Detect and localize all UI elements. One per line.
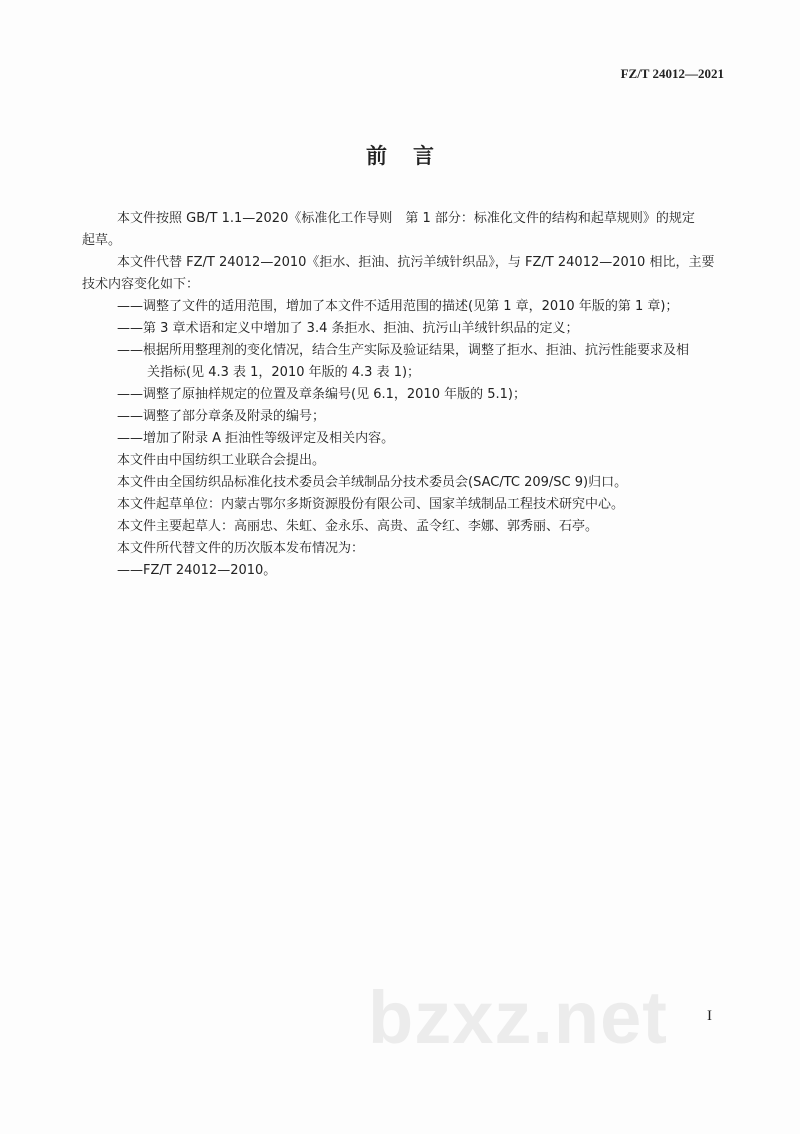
foreword-body bbox=[82, 208, 722, 582]
text-line: ——根据所用整理剂的变化情况，结合生产实际及验证结果，调整了拒水、拒油、抗污性能要求及相 bbox=[117, 343, 690, 358]
watermark: bzxz.net bbox=[368, 976, 668, 1059]
page-number: I bbox=[707, 1008, 712, 1024]
document-number: FZ/T 24012—2021 bbox=[620, 66, 724, 81]
text-line: 本文件起草单位：内蒙古鄂尔多斯资源股份有限公司、国家羊绒制品工程技术研究中心。 bbox=[117, 497, 625, 512]
text-line: 本文件代替 FZ/T 24012—2010《拒水、拒油、抗污羊绒针织品》，与 FZ/T 24012—2010 相比，主要 bbox=[117, 255, 715, 270]
text-line: 起草。 bbox=[82, 233, 122, 248]
text-line: 本文件由全国纺织品标准化技术委员会羊绒制品分技术委员会(SAC/TC 209/SC 9)归口。 bbox=[117, 475, 628, 490]
text-line: ——调整了部分章条及附录的编号； bbox=[117, 409, 326, 424]
text-line: ——第 3 章术语和定义中增加了 3.4 条拒水、拒油、抗污山羊绒针织品的定义； bbox=[117, 321, 579, 336]
text-line: 本文件主要起草人：高丽忠、朱虹、金永乐、高贵、孟令红、李娜、郭秀丽、石亭。 bbox=[117, 519, 599, 534]
text-line: 关指标(见 4.3 表 1，2010 年版的 4.3 表 1)； bbox=[147, 365, 421, 380]
text-line: 技术内容变化如下： bbox=[82, 277, 200, 292]
text-line: ——调整了原抽样规定的位置及章条编号(见 6.1，2010 年版的 5.1)； bbox=[117, 387, 526, 402]
text-line: 本文件由中国纺织工业联合会提出。 bbox=[117, 453, 326, 468]
text-line: ——调整了文件的适用范围，增加了本文件不适用范围的描述(见第 1 章，2010 年版的第 1 章)； bbox=[117, 299, 679, 314]
page-title: 前言 bbox=[366, 144, 460, 168]
text-line: ——增加了附录 A 拒油性等级评定及相关内容。 bbox=[117, 431, 395, 446]
text-line: 本文件按照 GB/T 1.1—2020《标准化工作导则 第 1 部分：标准化文件的结构和起草规则》的规定 bbox=[117, 211, 695, 226]
text-line: 本文件所代替文件的历次版本发布情况为： bbox=[117, 541, 365, 556]
text-line: ——FZ/T 24012—2010。 bbox=[117, 563, 277, 578]
